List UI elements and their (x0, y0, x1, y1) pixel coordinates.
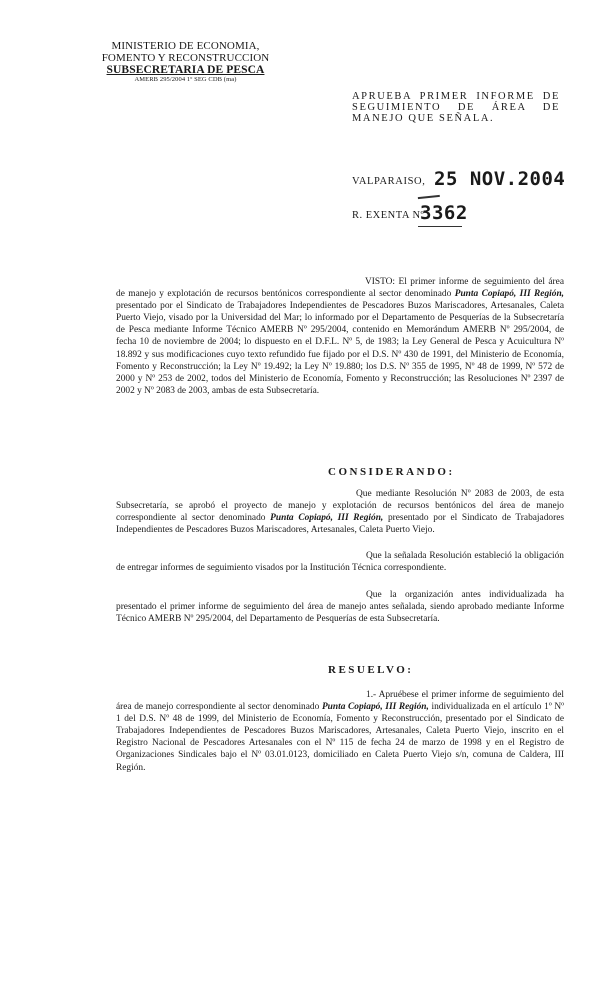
considerando-sector-name: Punta Copiapó, III Región, (270, 513, 384, 524)
resuelvo-p1-tail: individualizada en el artículo 1º Nº 1 del D.S. Nº 48 de 1999, del Ministerio de Economía, Fomento y Reconstrucción, presentado por el Sindicato de Trabajadores Independientes de Pescadores Buzos Mariscadores, Artesanales, Caleta Puerto Viejo, inscrito en el Registro Nacional de Pescadores Artesanales con el Nº 115 de fecha 24 de marzo de 1998 y en el Registro de Organizaciones Sindicales bajo el Nº 03.01.0123, domiciliado en Caleta Puerto Viejo s/n, comuna de Caldera, III Región. (116, 702, 565, 773)
resuelvo-sector-name: Punta Copiapó, III Región, (321, 702, 429, 713)
document-topic: APRUEBA PRIMER INFORME DE SEGUIMIENTO DE ÁREA DE MANEJO QUE SEÑALA. (352, 91, 560, 124)
resuelvo-p1-text: 1.- Apruébese el primer informe de seguimiento del área de manejo correspondiente al sector denominado (116, 690, 564, 713)
ministry-name: MINISTERIO DE ECONOMIA, (111, 40, 260, 52)
resuelvo-paragraph-1 (116, 689, 564, 774)
visto-tail: presentado por el Sindicato de Trabajadores Independientes de Pescadores Buzos Mariscadores, Artesanales, Caleta Puerto Viejo, visado por la Universidad del Mar; lo informado por el Departamento de Pesquerías de la Subsecretaría de Pesca mediante Informe Técnico AMERB Nº 295/2004, contenido en Memorándum AMERB Nº 295/2004, de fecha 10 de noviembre de 2004; lo dispuesto en el D.F.L. Nº 5, de 1983; la Ley General de Pesca y Acuicultura Nº 18.892 y sus modificaciones cuyo texto refundido fue fijado por el D.S. Nº 430 de 1991, del Ministerio de Economía, Fomento y Reconstrucción; la Ley Nº 19.492; la Ley Nº 19.880; los D.S. Nº 355 de 1995, Nº 48 de 1999, Nº 572 de 2000 y Nº 253 de 2002, todos del Ministerio de Economía, Fomento y Reconstrucción; las Resoluciones Nº 2397 de 2002 y Nº 2083 de 2003, ambas de esta Subsecretaría. (116, 301, 564, 396)
ministry-subtitle: FOMENTO Y RECONSTRUCCION (101, 52, 270, 64)
considerando-p1-text: Que mediante Resolución Nº 2083 de 2003, de esta Subsecretaría, se aprobó el proyecto de manejo y explotación de recursos bentónicos del área de manejo correspondiente al sector denominado (116, 489, 564, 524)
resolution-number-underline (418, 226, 462, 227)
resolution-number: 3362 (420, 202, 468, 224)
visto-lead: VISTO: (365, 277, 396, 287)
ministry-header (98, 40, 273, 84)
city-label: VALPARAISO, (352, 176, 426, 187)
considerando-paragraph-1 (116, 488, 564, 536)
visto-paragraph (116, 276, 564, 397)
considerando-paragraph-3: Que la organización antes individualizada ha presentado el primer informe de seguimiento del área de manejo antes señalada, siendo aprobado mediante Informe Técnico AMERB Nº 295/2004, del Departamento de Pesquerías de esta Subsecretaría. (116, 590, 564, 625)
resuelvo-heading: RESUELVO: (328, 664, 414, 676)
visto-sector-name: Punta Copiapó, III Región, (454, 289, 565, 300)
subsecretaria-name: SUBSECRETARIA DE PESCA (106, 64, 265, 76)
considerando-heading: CONSIDERANDO: (328, 466, 455, 478)
resolution-label: R. EXENTA Nº (352, 210, 425, 221)
date-stamp: 25 NOV.2004 (434, 168, 566, 190)
reference-code: AMERB 295/2004 1º SEG CDB (ma) (134, 76, 237, 83)
considerando-paragraph-2: Que la señalada Resolución estableció la obligación de entregar informes de seguimiento visados por la Institución Técnica correspondiente. (116, 551, 564, 574)
considerando-p1-tail: presentado por el Sindicato de Trabajadores Independientes de Pescadores Buzos Mariscadores, Artesanales, Caleta Puerto Viejo. (116, 513, 565, 536)
visto-text: El primer informe de seguimiento del área de manejo y explotación de recursos bentónicos correspondiente al sector denominado (116, 277, 565, 300)
